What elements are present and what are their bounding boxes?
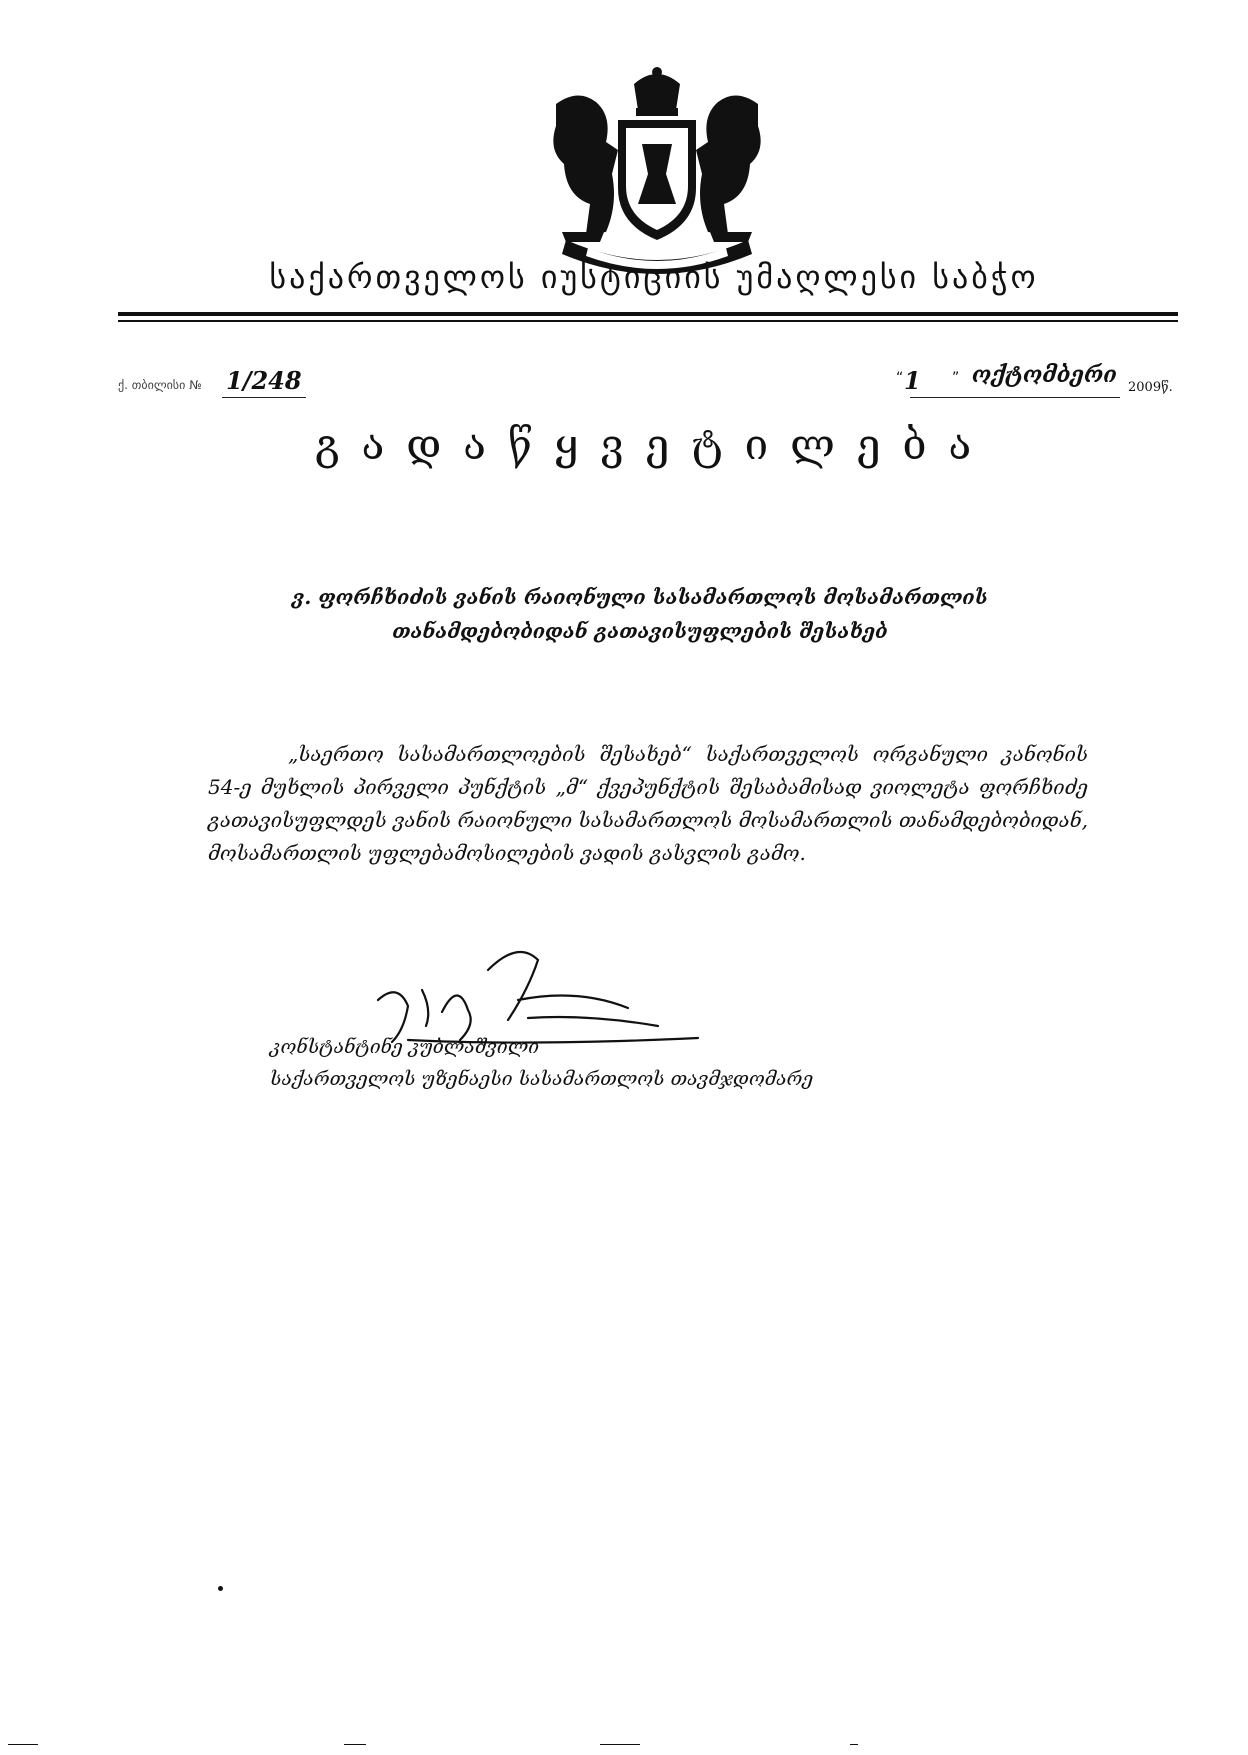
date-month: ოქტომბერი: [972, 362, 1117, 388]
scan-mark: [850, 1744, 858, 1745]
number-label: ქ. თბილისი №: [118, 378, 202, 392]
scan-mark: [600, 1744, 640, 1745]
coat-of-arms-emblem: [526, 64, 788, 276]
header-rule-thick: [118, 312, 1178, 316]
date-day: 1: [904, 366, 921, 395]
document-subject: [200, 580, 1080, 648]
subject-line-2: თანამდებობიდან გათავისუფლების შესახებ: [392, 619, 888, 643]
scan-mark: [8, 1744, 38, 1745]
council-name: საქართველოს იუსტიციის უმაღლესი საბჭო: [269, 258, 1039, 296]
date-year: 2009წ.: [1128, 380, 1173, 395]
body-text: „საერთო სასამართლოების შესახებ“ საქართველოს ორგანული კანონის 54-ე მუხლის პირველი პუნქტის „მ“ ქვეპუნქტის შესაბამისად ვიოლეტა ფორჩხიძე გათავისუფლდეს ვანის რაიონული სასამართლოს მოსამართლის თანამდებობიდან, მოსამართლის უფლებამოსილების ვადის გასვლის გამო.: [208, 742, 1088, 865]
date-quote-open: “: [896, 370, 904, 386]
date-quote-close: ”: [952, 370, 960, 386]
subject-line-1: ვ. ფორჩხიძის ვანის რაიონული სასამართლოს მოსამართლის: [292, 585, 988, 609]
number-underline: [222, 397, 306, 398]
signer-name: კონსტანტინე კუბლაშვილი: [270, 1036, 540, 1058]
document-body: [208, 738, 1088, 870]
scan-speck: [218, 1586, 223, 1591]
signer-title: საქართველოს უზენაესი სასამართლოს თავმჯდომარე: [270, 1068, 814, 1090]
document-title: გადაწყვეტილება: [314, 420, 994, 469]
date-underline: [910, 397, 1120, 398]
document-number: 1/248: [226, 366, 302, 395]
scan-mark: [344, 1744, 366, 1745]
header-rule-thin: [118, 320, 1178, 322]
